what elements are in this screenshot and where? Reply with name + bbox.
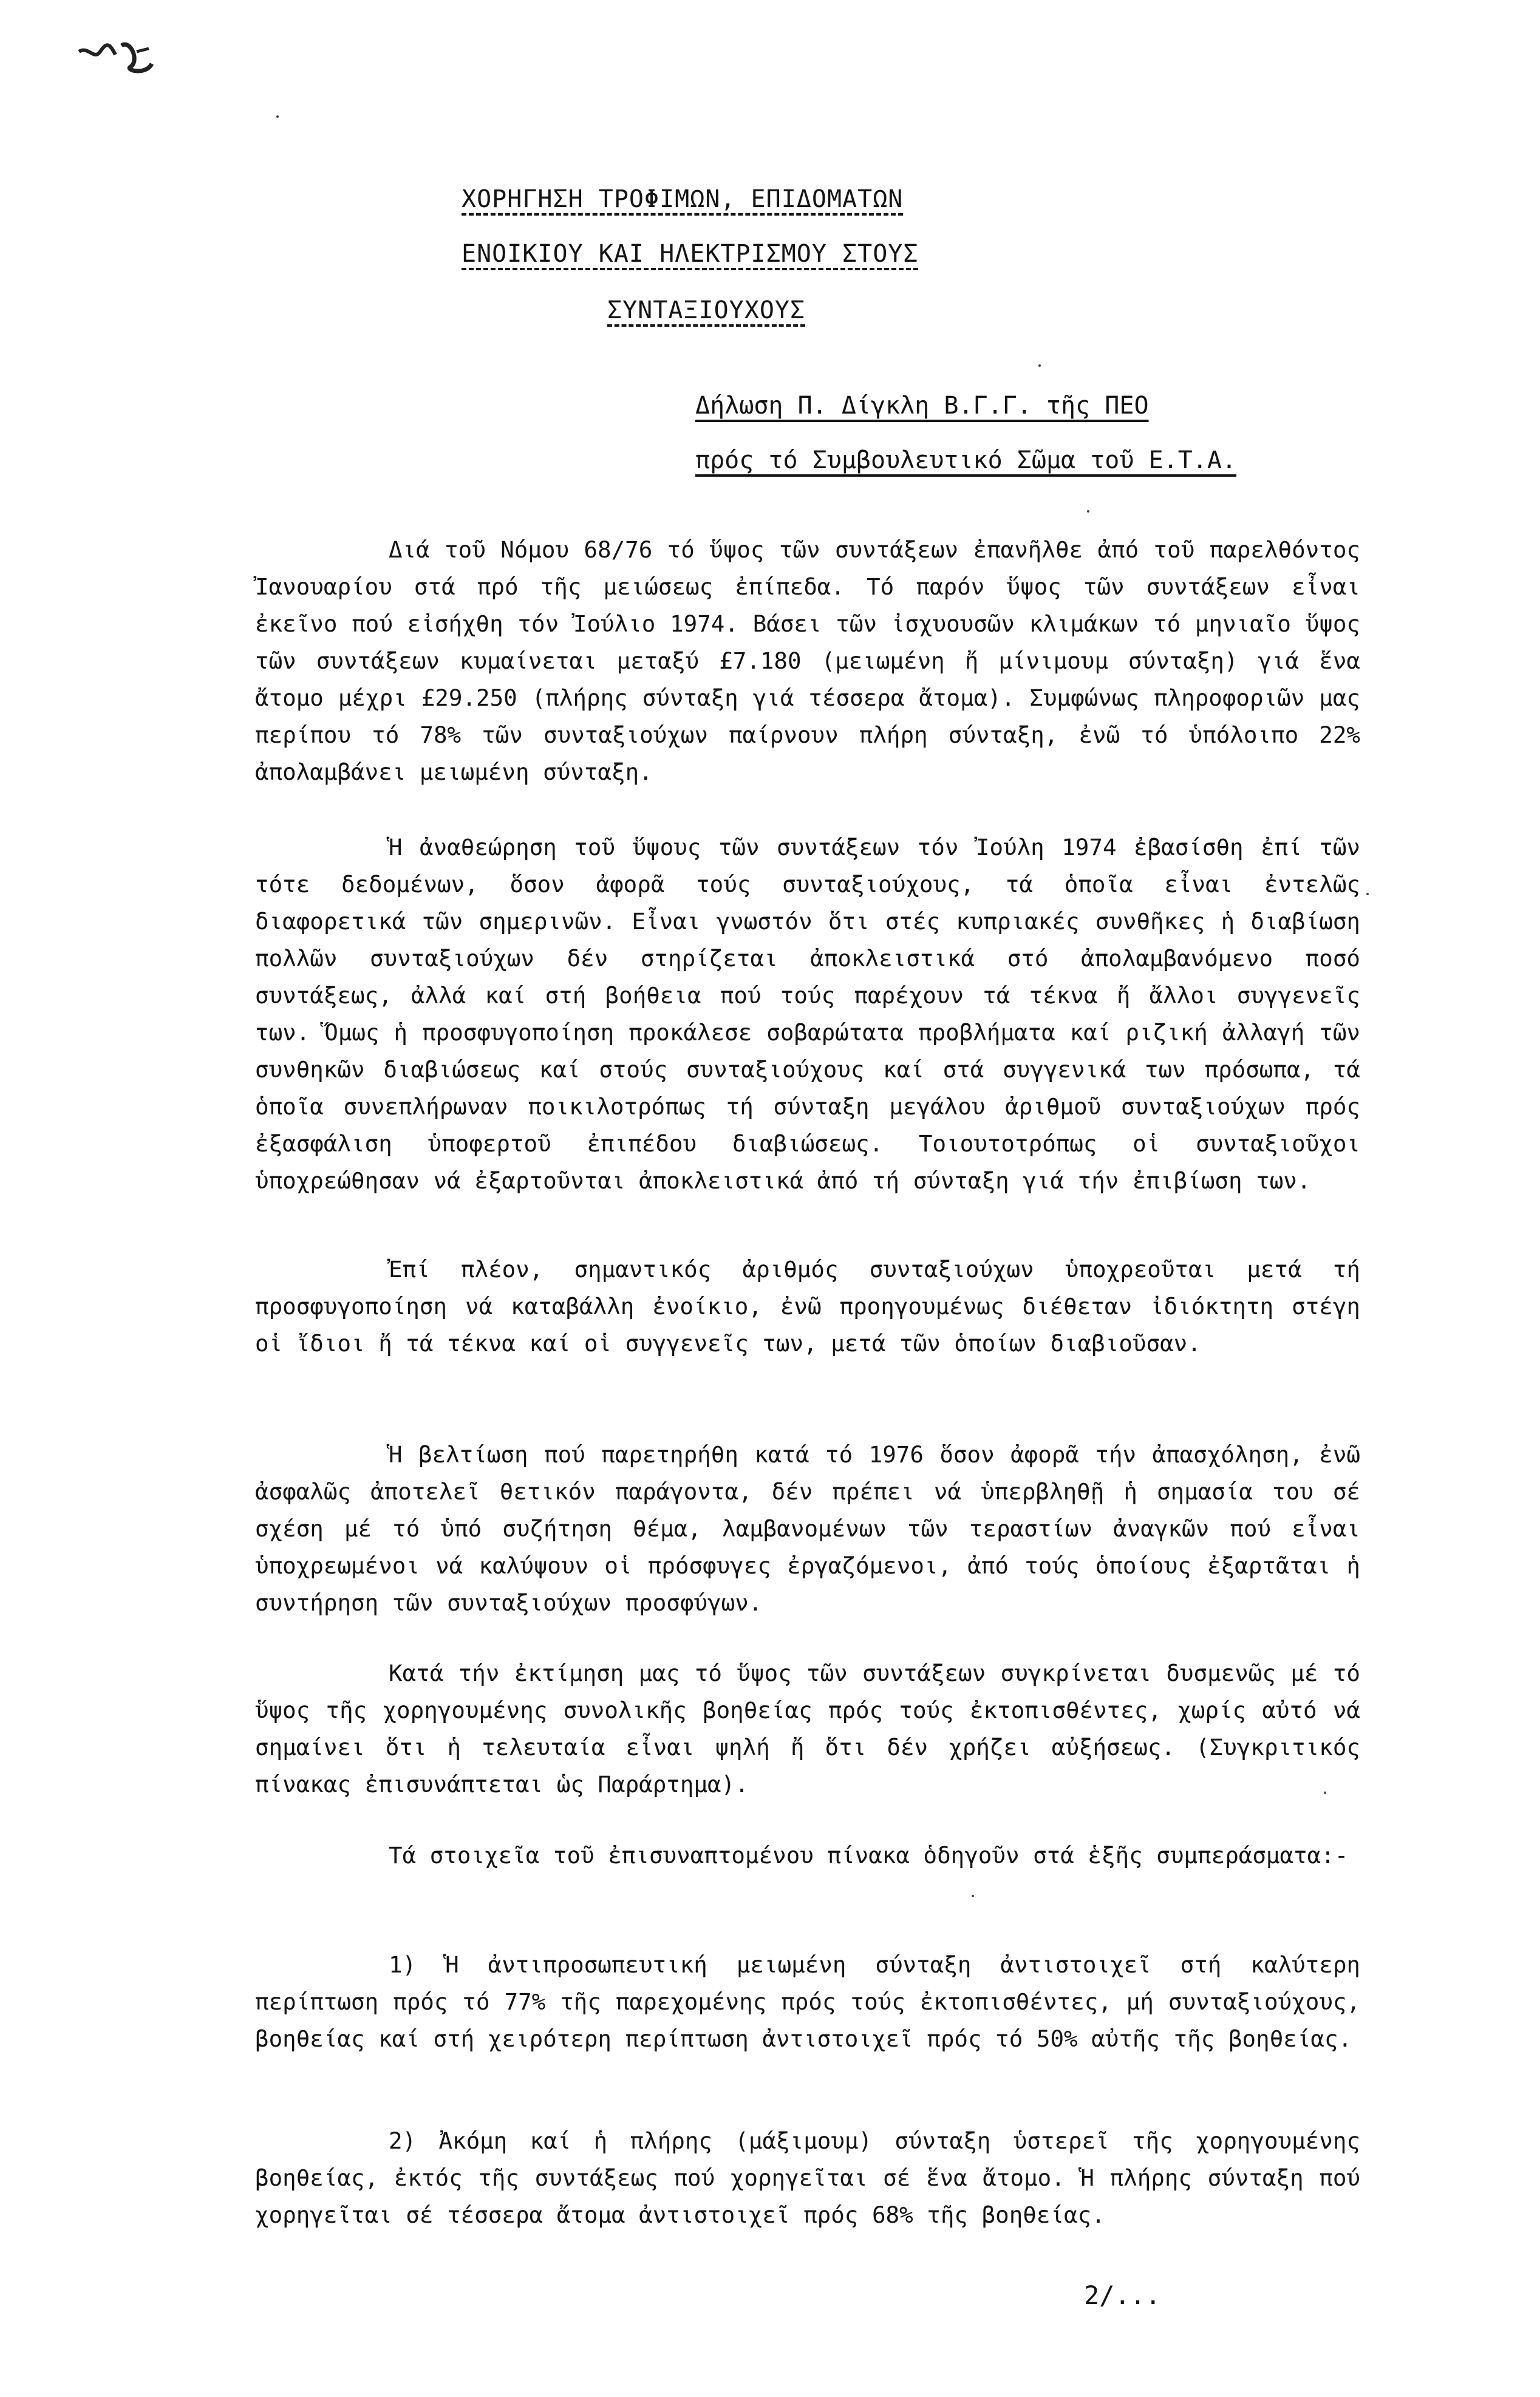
paragraph-2 [255,829,1360,1199]
handwritten-mark-icon [73,33,164,82]
scan-speck [972,1895,974,1897]
paragraph-text: Ἡ βελτίωση πού παρετηρήθη κατά τό 1976 ὅσον ἀφορᾶ τήν ἀπασχόληση, ἐνῶ ἀσφαλῶς ἀποτελεῖ θετικόν παράγοντα, δέν πρέπει νά ὑπερβληθῇ ἡ σημασία του σέ σχέση μέ τό ὑπό συζήτηση θέμα, λαμβανομένων τῶν τεραστίων ἀναγκῶν πού εἶναι ὑποχρεωμένοι νά καλύψουν οἱ πρόσφυγες ἐργαζόμενοι, ἀπό τούς ὁποίους ἐξαρτᾶται ἡ συντήρηση τῶν συνταξιούχων προσφύγων. [255,1441,1360,1616]
title-line-2: ΕΝΟΙΚΙΟΥ ΚΑΙ ΗΛΕΚΤΡΙΣΜΟΥ ΣΤΟΥΣ [462,240,919,268]
paragraph-3 [255,1251,1360,1362]
paragraph-text: Ἐπί πλέον, σημαντικός ἀριθμός συνταξιούχων ὑποχρεοῦται μετά τή προσφυγοποίηση νά καταβάλλη ἐνοίκιο, ἐνῶ προηγουμένως διέθεταν ἰδιόκτητη στέγη οἱ ἴδιοι ἤ τά τέκνα καί οἱ συγγενεῖς των, μετά τῶν ὁποίων διαβιοῦσαν. [255,1256,1360,1357]
paragraph-text: Τά στοιχεῖα τοῦ ἐπισυναπτομένου πίνακα ὁδηγοῦν στά ἑξῆς συμπεράσματα:- [389,1842,1349,1869]
statement-author: Δήλωση Π. Δίγκλη Β.Γ.Γ. τῆς ΠΕΟ [695,392,1149,420]
conclusion-2 [255,2123,1360,2234]
title-line-1: ΧΟΡΗΓΗΣΗ ΤΡΟΦΙΜΩΝ, ΕΠΙΔΟΜΑΤΩΝ [462,185,904,213]
paragraph-4 [255,1436,1360,1621]
paragraph-1 [255,531,1360,791]
scan-speck [1324,1792,1326,1794]
statement-recipient: πρός τό Συμβουλευτικό Σῶμα τοῦ Ε.Τ.Α. [695,446,1237,474]
paragraph-text: Ἡ ἀναθεώρηση τοῦ ὕψους τῶν συντάξεων τόν Ἰούλη 1974 ἐβασίσθη ἐπί τῶν τότε δεδομένων, ὅσον ἀφορᾶ τούς συνταξιούχους, τά ὁποῖα εἶναι ἐντελῶς διαφορετικά τῶν σημερινῶν. Εἶναι γνωστόν ὅτι στές κυπριακές συνθῆκες ἡ διαβίωση πολλῶν συνταξιούχων δέν στηρίζεται ἀποκλειστικά στό ἀπολαμβανόμενο ποσό συντάξεως, ἀλλά καί στή βοήθεια πού τούς παρέχουν τά τέκνα ἤ ἄλλοι συγγενεῖς των. Ὅμως ἡ προσφυγοποίηση προκάλεσε σοβαρώτατα προβλήματα καί ριζική ἀλλαγή τῶν συνθηκῶν διαβιώσεως καί στούς συνταξιούχους καί στά συγγενικά των πρόσωπα, τά ὁποῖα συνεπλήρωναν ποικιλοτρόπως τή σύνταξη μεγάλου ἀριθμοῦ συνταξιούχων πρός ἐξασφάλιση ὑποφερτοῦ ἐπιπέδου διαβιώσεως. Τοιουτοτρόπως οἱ συνταξιοῦχοι ὑποχρεώθησαν νά ἐξαρτοῦνται ἀποκλειστικά ἀπό τή σύνταξη γιά τήν ἐπιβίωση των. [255,834,1360,1194]
paragraph-text: Κατά τήν ἐκτίμηση μας τό ὕψος τῶν συντάξεων συγκρίνεται δυσμενῶς μέ τό ὕψος τῆς χορηγουμένης συνολικῆς βοηθείας πρός τούς ἐκτοπισθέντες, χωρίς αὐτό νά σημαίνει ὅτι ἡ τελευταία εἶναι ψηλή ἤ ὅτι δέν χρήζει αὐξήσεως. (Συγκριτικός πίνακας ἐπισυνάπτεται ὡς Παράρτημα). [255,1660,1360,1798]
scan-speck [1038,364,1041,367]
scan-speck [1087,510,1089,513]
scan-speck [1366,893,1369,895]
paragraph-text: 2) Ἀκόμη καί ἡ πλήρης (μάξιμουμ) σύνταξη ὑστερεῖ τῆς χορηγουμένης βοηθείας, ἐκτός τῆς συντάξεως πού χορηγεῖται σέ ἕνα ἄτομο. Ἡ πλήρης σύνταξη πού χορηγεῖται σέ τέσσερα ἄτομα ἀντιστοιχεῖ πρός 68% τῆς βοηθείας. [255,2127,1360,2228]
paragraph-6 [255,1837,1360,1874]
conclusion-1 [255,1946,1360,2058]
paragraph-text: Διά τοῦ Νόμου 68/76 τό ὕψος τῶν συντάξεων ἐπανῆλθε ἀπό τοῦ παρελθόντος Ἰανουαρίου στά πρό τῆς μειώσεως ἐπίπεδα. Τό παρόν ὕψος τῶν συντάξεων εἶναι ἐκεῖνο πού εἰσήχθη τόν Ἰούλιο 1974. Βάσει τῶν ἰσχυουσῶν κλιμάκων τό μηνιαῖο ὕψος τῶν συντάξεων κυμαίνεται μεταξύ £7.180 (μειωμένη ἤ μίνιμουμ σύνταξη) γιά ἕνα ἄτομο μέχρι £29.250 (πλήρης σύνταξη γιά τέσσερα ἄτομα). Συμφώνως πληροφοριῶν μας περίπου τό 78% τῶν συνταξιούχων παίρνουν πλήρη σύνταξη, ἐνῶ τό ὑπόλοιπο 22% ἀπολαμβάνει μειωμένη σύνταξη. [255,536,1360,785]
title-line-3: ΣΥΝΤΑΞΙΟΥΧΟΥΣ [607,296,806,324]
page-marker: 2/... [1084,2280,1161,2310]
paragraph-text: 1) Ἡ ἀντιπροσωπευτική μειωμένη σύνταξη ἀντιστοιχεῖ στή καλύτερη περίπτωση πρός τό 77% τῆς παρεχομένης πρός τούς ἐκτοπισθέντες, μή συνταξιούχους, βοηθείας καί στή χειρότερη περίπτωση ἀντιστοιχεῖ πρός τό 50% αὐτῆς τῆς βοηθείας. [255,1951,1360,2052]
paragraph-5 [255,1655,1360,1803]
scan-speck [276,115,279,118]
